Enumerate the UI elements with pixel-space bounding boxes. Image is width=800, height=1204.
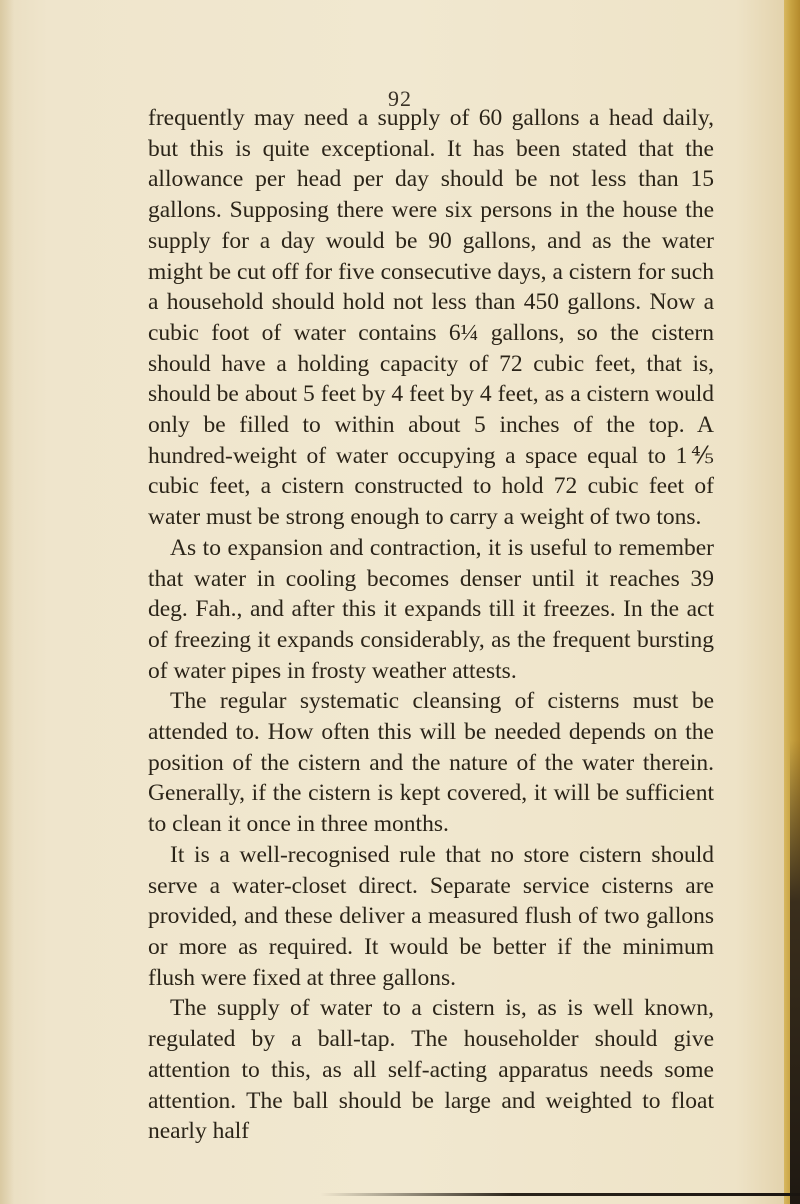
book-spine-shadow	[790, 740, 800, 1204]
paragraph-1: frequently may need a supply of 60 gallons a head daily, but this is quite exceptional. It has been stated that the allowance per head per day should be not less than 15 gallons. Supposing there were six persons in the house the supply for a day would be 90 gallons, and as the water might be cut off for five consecutive days, a cistern for such a household should hold not less than 450 gallons. Now a cubic foot of water contains 6¼ gallons, so the cistern should have a holding capacity of 72 cubic feet, that is, should be about 5 feet by 4 feet by 4 feet, as a cistern would only be filled to within about 5 inches of the top. A hundred-weight of water occupying a space equal to 1⅘ cubic feet, a cistern constructed to hold 72 cubic feet of water must be strong enough to carry a weight of two tons.	[148, 105, 714, 531]
page-number: 92	[388, 86, 412, 111]
body-text	[148, 103, 714, 1147]
paragraph-5: The supply of water to a cistern is, as is well known, regulated by a ball-tap. The householder should give attention to this, as all self-acting apparatus needs some attention. The ball should be large and weighted to float nearly half	[148, 995, 714, 1145]
paragraph-4: It is a well-recognised rule that no store cistern should serve a water-closet direct. Separate service cisterns are provided, and these deliver a measured flush of two gallons or more as required. It would be better if the minimum flush were fixed at three gallons.	[148, 841, 714, 991]
paragraph-3: The regular systematic cleansing of cisterns must be attended to. How often this will be needed depends on the position of the cistern and the nature of the water therein. Generally, if the cistern is kept covered, it will be sufficient to clean it once in three months.	[148, 688, 714, 838]
page-left-edge	[0, 0, 14, 1204]
page-bottom-edge	[320, 1193, 800, 1196]
paragraph-2: As to expansion and contraction, it is useful to remember that water in cooling becomes denser until it reaches 39 deg. Fah., and after this it expands till it freezes. In the act of freezing it expands considerably, as the frequent bursting of water pipes in frosty weather attests.	[148, 534, 714, 684]
